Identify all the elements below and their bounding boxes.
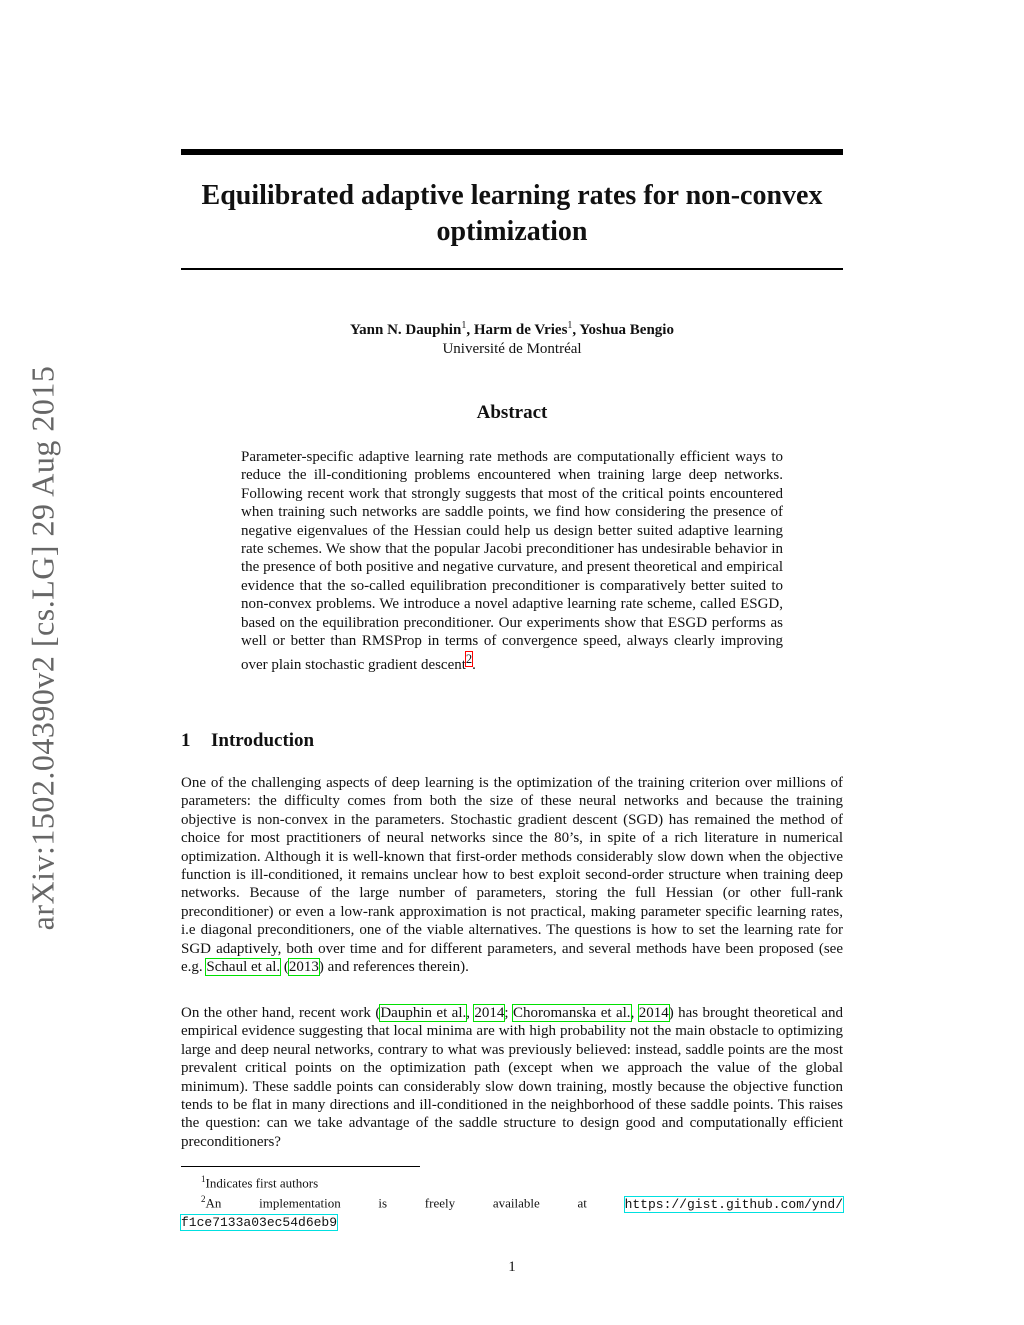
footnote-2 — [181, 1191, 843, 1212]
implementation-url-link[interactable]: https://gist.github.com/ynd/ — [624, 1196, 843, 1212]
arxiv-identifier-text: arXiv:1502.04390v2 [cs.LG] 29 Aug 2015 — [24, 365, 61, 930]
arxiv-identifier — [24, 350, 62, 945]
author-separator: , — [572, 322, 580, 338]
section-title: Introduction — [211, 730, 315, 751]
author-2: Harm de Vries — [473, 322, 568, 338]
section-heading-introduction — [181, 729, 314, 753]
paragraph-text: ) has brought theoretical and empirical evidence suggesting that local minima are with high probability not the main obstacle to optimizing large and deep neural networks, contrary to what was previously believed: instead, saddle points are the most prevalent critical points on the optimization path (except when we approach the value of the global minimum). These saddle points can considerably slow down training, mostly because the objective function tends to be flat in many directions and ill-conditioned in the neighborhood of these saddle points. This raises the question: can we take advantage of the saddle structure to design good and computationally efficient preconditioners? — [181, 1005, 844, 1150]
title-rule-top — [181, 149, 843, 155]
citation-year-schaul[interactable]: 2013 — [288, 959, 319, 976]
footnote-rule — [181, 1166, 420, 1167]
author-block — [181, 316, 843, 359]
paper-title: Equilibrated adaptive learning rates for non-convex optimization — [201, 180, 823, 247]
footnote-2-continued — [181, 1213, 843, 1231]
footnotes — [181, 1171, 843, 1231]
footnote-text: An implementation is freely available at — [205, 1195, 625, 1211]
author-3: Yoshua Bengio — [579, 322, 674, 338]
citation-year-choromanska[interactable]: 2014 — [638, 1005, 669, 1021]
author-1: Yann N. Dauphin — [350, 322, 462, 338]
implementation-url-link-continued[interactable]: f1ce7133a03ec54d6eb9 — [181, 1214, 338, 1230]
citation-link-schaul[interactable]: Schaul et al. — [206, 959, 281, 976]
title-rule-bottom — [181, 268, 843, 270]
footnote-1 — [181, 1171, 843, 1191]
footnote-mark: 2 — [201, 1194, 206, 1205]
footnote-text: Indicates first authors — [205, 1175, 319, 1191]
abstract-end: . — [472, 657, 476, 674]
abstract-footnote-link[interactable]: 2 — [465, 652, 473, 667]
author-2-mark: 1 — [567, 320, 573, 331]
page-number: 1 — [508, 1259, 516, 1275]
intro-paragraph-2: On the other hand, recent work (Dauphin et al., 2014; Choromanska et al., 2014) has brought theoretical and empirical evidence suggesting that local minima are with high probability not the main obstacle to optimizing large and deep neural networks, contrary to what was previously believed: instead, saddle points are the most prevalent critical points on the optimization path (except when we approach the value of the global minimum). These saddle points can considerably slow down training, mostly because the objective function tends to be flat in many directions and ill-conditioned in the neighborhood of these saddle points. This raises the question: can we take advantage of the saddle structure to design good and computationally efficient preconditioners? — [181, 1005, 844, 1150]
author-names — [181, 316, 843, 340]
author-separator: , — [466, 322, 474, 338]
paragraph-text: and references therein). — [323, 959, 469, 976]
paragraph-text: One of the challenging aspects of deep learning is the optimization of the training criterion over millions of parameters: the difficulty comes from both the size of these neural networks and because the training objective is non-convex in the parameters. Stochastic gradient descent (SGD) has remained the method of choice for most practitioners of neural networks since the 80’s, in spite of a rich literature in numerical optimization. Although it is well-known that first-order methods considerably slow down when the objective function is ill-conditioned, it remains unclear how to best exploit second-order structure when training deep networks. Because of the large number of parameters, storing the full Hessian (or other full-rank preconditioner) or even a low-rank approximation is not practical, making parameter specific learning rates, i.e diagonal preconditioners, one of the viable alternatives. The questions is how to set the learning rate for SGD adaptively, both over time and for different parameters, and several methods have been proposed (see e.g. — [181, 775, 843, 976]
citation-link-dauphin[interactable]: Dauphin et al. — [380, 1005, 467, 1021]
abstract-text: Parameter-specific adaptive learning rate methods are computationally efficient ways to reduce the ill-conditioning problems encountered when training large deep networks. Following recent work that strongly suggests that most of the critical points encountered when training such networks are saddle points, we find how considering the presence of negative eigenvalues of the Hessian could help us design better suited adaptive learning rate schemes. We show that the popular Jacobi preconditioner has undesirable behavior in the presence of both positive and negative curvature, and present theoretical and empirical evidence that the so-called equilibration preconditioner is comparatively better suited to non-convex problems. We introduce a novel adaptive learning rate scheme, called ESGD, based on the equilibration preconditioner. Our experiments show that ESGD performs as well or better than RMSProp in terms of convergence speed, always clearly improving over plain stochastic gradient descent — [241, 449, 783, 674]
footnote-mark: 1 — [201, 1174, 206, 1184]
citation-link-choromanska[interactable]: Choromanska et al. — [513, 1005, 631, 1021]
citation-year-dauphin[interactable]: 2014 — [474, 1005, 505, 1021]
abstract-body — [241, 448, 783, 675]
author-1-mark: 1 — [461, 320, 467, 331]
affiliation: Université de Montréal — [442, 341, 582, 357]
section-number: 1 — [181, 730, 191, 751]
abstract-heading: Abstract — [476, 402, 548, 423]
paragraph-text: On the other hand, recent work ( — [181, 1005, 381, 1021]
intro-paragraph-1: One of the challenging aspects of deep learning is the optimization of the training criterion over millions of parameters: the difficulty comes from both the size of these neural networks and because the training objective is non-convex in the parameters. Stochastic gradient descent (SGD) has remained the method of choice for most practitioners of neural networks since the 80’s, in spite of a rich literature in numerical optimization. Although it is well-known that first-order methods considerably slow down when the objective function is ill-conditioned, it remains unclear how to best exploit second-order structure when training deep networks. Because of the large number of parameters, storing the full Hessian (or other full-rank preconditioner) or even a low-rank approximation is not practical, making parameter specific learning rates, i.e diagonal preconditioners, one of the viable alternatives. The questions is how to set the learning rate for SGD adaptively, both over time and for different parameters, and several methods have been proposed (see e.g. Schaul et al. (2013) and references therein). — [181, 775, 843, 976]
